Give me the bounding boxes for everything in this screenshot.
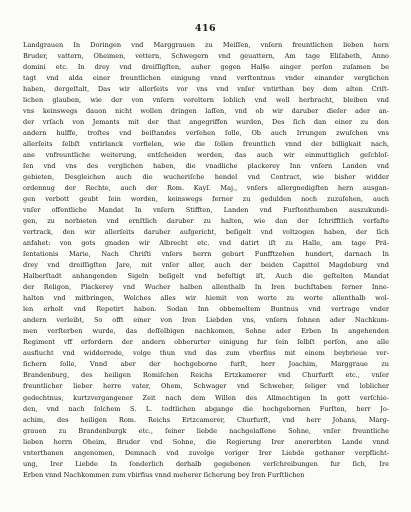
text-line: tagt vnd alda einer freuntlichen einigung vnnd verſtentnus vnder einander verglichen: [23, 74, 389, 83]
text-line: vnterthanen angenomen, Demnach vnd zuvolge voriger Irer Liebde gethaner verpflicht-: [23, 448, 389, 457]
text-line: gedechtnus, kurtzvergangener Zeit nach dem Willen des Allmechtigen In gott verſchie-: [23, 393, 389, 402]
text-line: ausfiucht vnd widderrede, volge thun vnd das zum vberfius mit einem beybrieue ver-: [23, 349, 389, 358]
text-line: Brandenburg, des heiligen Romiſchen Reichs Ertzkamerer vnd Churfurſt etc., vnſer: [23, 371, 389, 380]
text-line: ſen vnd vns des verglichen haben, die vnadliche plackerey Inn vnſern Landen vnd: [23, 162, 389, 171]
text-line: lieben herrn Oheim, Bruder vnd Sohne, die Regierung Irer anererbten Lande vnnd: [23, 437, 389, 446]
text-line: andern hulffe, troſtes vnd beiſtandes verſehen ſolle, Ob auch Irrungen zwuſchen vns: [23, 129, 389, 138]
text-line: allerſeits ſelbſt vntirlanck vorfielen, wie die ſollen freuntlich vnnd der billigkait nach,: [23, 140, 389, 149]
text-line: achim, des heiligen Rom. Reichs Ertzcamerer, Churfurſt, vnd herr Johans, Marg-: [23, 415, 389, 424]
text-line: Erben vnnd Nachkommen zum vbirfius vnnd meherer ſicherung bey Iren Furſtlichen: [23, 470, 305, 479]
text-line: freuntlicher lieber herre vater, Ohem, Schwager vnd Schweher, ſeliger vnd loblicher: [23, 382, 389, 391]
text-line: domini etc. In drey vnd dreiſſigſten, auher gegen Hal§e ainger perſon zuſamen be: [23, 63, 389, 72]
text-line: vertrack, den wir allerſeits daruber aufgericht, beſigelt vnd voltzogen haben, der ſich: [23, 228, 389, 237]
text-line: der vrſach von Jemants mit der that angegriffen wurden, Des ſich dan einer zu den: [23, 118, 389, 127]
text-line: Halberſtadt anhangenden Sigeln beſigelt vnd befeſtigt iſt, Auch die geſtelten Mandat: [23, 272, 389, 281]
text-line: ſentationis Marie, Nach Chriſti vnſers herrn geburt Funfftzehen hundert, darnach In: [23, 250, 389, 259]
text-line: Landgrauen In Doringen vnd Marggrauen zu Meiſſen, vnſern freuntlichen lieben hern: [23, 41, 389, 49]
text-line: drey vnd dreiſſigſten Jare, mit vnſer aller, auch der beiden Capittel Magdeburg vnd: [23, 261, 389, 270]
text-line: len erholt vnd Repetirt haben. Sodan Inn obbemeltem Buntnus vnd vertrage vnder: [23, 305, 389, 314]
text-line: der Religon, Plackerey vnd Wucher halben allenthalb In Iren buchſtaben ferner Inne-: [23, 283, 389, 292]
text-line: Regiment vff erfordern der andern obberurter einigung fur ſein ſelbſt perſon, ane alle: [23, 338, 389, 347]
text-line: vnſer offentliche Mandat In vnſern Stifften, Landen vnd Furſtenthumben auszukundi-: [23, 206, 389, 215]
text-line: lichen glauben, wie der von vnſern voreltern loblich vnd woll herbracht, bleiben vnd: [23, 96, 389, 105]
text-line: gen verbott geubt ſein worden, keinswegs ferner zu gedulden noch zuzuſehen, auch: [23, 195, 389, 204]
text-line: halten vnd mitbringen, Welches alles wir hiemit von worte zu worte allenthalb wol-: [23, 294, 389, 303]
body-text: [23, 40, 389, 481]
text-line: gen, zu norbieten vnd ernſtlich daruber zu halten, wie dan der ſchrifftlich verfaſte: [23, 217, 389, 226]
text-line: ſichern ſolle, Vnnd aber der hochgeborne furſt, herr Joachim, Marggraue zu: [23, 360, 389, 369]
text-line: haben, dergeſtalt, Das wir allerſeits vor vns vnd vnſer vntirthan bey dem alten Criſt-: [23, 85, 389, 94]
text-line: grauen zu Brandenburgk etc., ſeiner liebde nachgelaſſene Sohne, vnſer freuntliche: [23, 426, 389, 435]
text-line: Bruder, vattern, Oheimen, vettern, Schwegern vnd geuattern, Am tage Eliſabeth, Anno: [23, 52, 389, 61]
text-line: anfahet: von gots gnaden wir Albrecht etc. vnd datirt iſt zu Halle, am tage Prä-: [23, 239, 389, 248]
text-line: den, vnd nach ſolchem S. L. todtlichen abgange die hochgebornen Furſten, herr Jo-: [23, 404, 389, 413]
text-line: ane vnfreuntliche weiterung, entſcheiden werden, das auch wir einmuttiglich geſchloſ-: [23, 151, 389, 160]
page-number: 416: [194, 23, 217, 34]
text-line: gebieten, Desgleichen auch die wucheriſche hendel vnd Contract, wie bisher widder: [23, 173, 389, 182]
text-line: ordennug der Rechte, auch der Rom. Kayſ. Maj., vnſers allergnedigſten hern ausgan-: [23, 184, 389, 193]
text-line: vns keinswegs dauon nicht wollen dringen laſſen, vnd ob wir daruber dieſer ader an-: [23, 107, 389, 116]
text-line: ung, Irer Liebde In ſonderlich derhalb gegebenen verſchreibungen fur ſich, Ire: [23, 459, 389, 468]
text-line: andern verleibt, So offt einer von Iren Liebden vns, vnſern ſohnen ader Nachkum-: [23, 316, 389, 325]
text-line: men verſterben wurde, das deſſelbigen nachkomen, Sohne ader Erben In angehenden: [23, 327, 389, 336]
